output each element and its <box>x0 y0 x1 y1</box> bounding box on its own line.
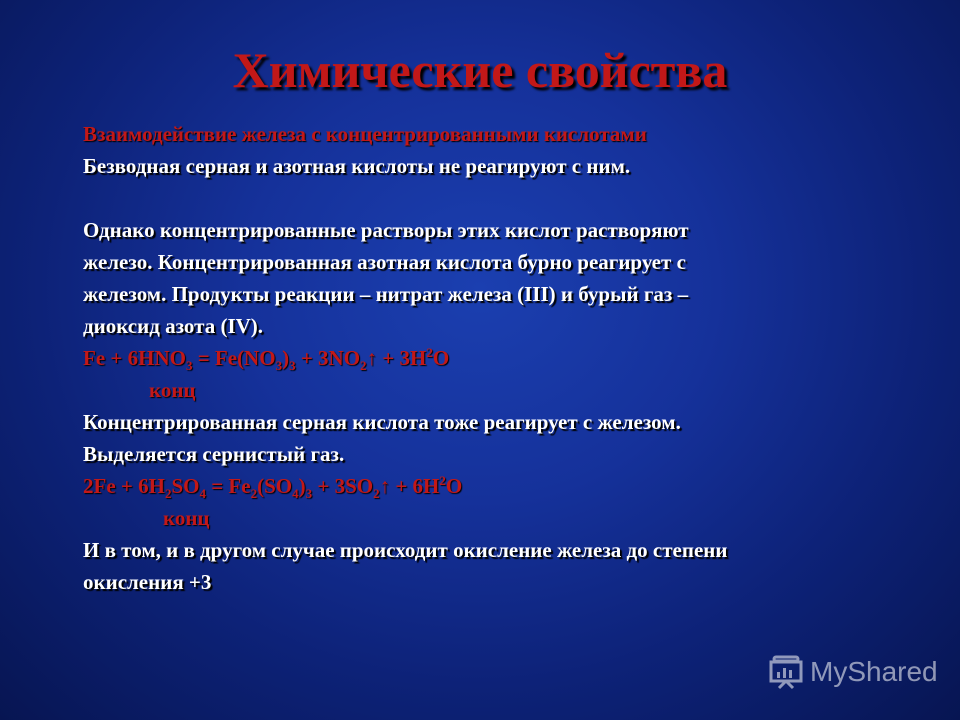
eq2-part: (SO <box>257 474 293 498</box>
slide-title: Химические свойства <box>232 42 728 98</box>
eq1-subscript: 3 <box>185 358 193 373</box>
eq2-part: 2Fe + 6H <box>83 474 165 498</box>
watermark-label: MyShared <box>810 656 938 687</box>
text-line-7: Выделяется сернистый газ. <box>83 442 345 466</box>
eq2-part: = Fe <box>205 474 251 498</box>
eq2-part: + 3SO <box>312 474 374 498</box>
eq1-superscript: 2 <box>426 345 433 360</box>
eq1-part: Fe + 6HNO <box>83 346 186 370</box>
eq1-condition-label: конц <box>149 378 196 402</box>
eq2-subscript: 2 <box>250 486 258 501</box>
text-line-6: Концентрированная серная кислота тоже реагирует с железом. <box>83 410 681 434</box>
text-line-9: окисления +3 <box>83 570 212 594</box>
eq2-part: ↑ + 6H <box>379 474 440 498</box>
equation-nitric-acid <box>83 342 449 374</box>
eq2-superscript: 2 <box>439 473 446 488</box>
text-line-4: железом. Продукты реакции – нитрат железа (III) и бурый газ – <box>83 282 689 306</box>
eq2-subscript: 2 <box>373 486 380 501</box>
eq2-part: O <box>445 474 463 498</box>
eq1-part: O <box>432 346 450 370</box>
eq2-subscript: 3 <box>305 486 313 501</box>
eq1-part: ↑ + 3H <box>366 346 427 370</box>
watermark <box>768 654 938 690</box>
text-line-5: диоксид азота (IV). <box>83 314 264 338</box>
eq2-condition-label: конц <box>163 506 210 530</box>
eq1-part: = Fe(NO <box>192 346 276 370</box>
eq2-part: SO <box>171 474 200 498</box>
eq2-part: ) <box>298 474 306 498</box>
eq1-subscript: 2 <box>360 358 367 373</box>
text-line-8: И в том, и в другом случае происходит окисление железа до степени <box>83 538 728 562</box>
eq1-part: + 3NO <box>295 346 361 370</box>
text-line-3: железо. Концентрированная азотная кислота бурно реагирует с <box>83 250 686 274</box>
eq1-subscript: 3 <box>275 358 283 373</box>
eq2-subscript: 2 <box>164 486 172 501</box>
equation-sulfuric-acid <box>83 470 462 502</box>
subheading: Взаимодействие железа с концентрированными кислотами <box>83 122 647 146</box>
eq1-part: ) <box>282 346 290 370</box>
text-line-2: Однако концентрированные растворы этих кислот растворяют <box>83 218 689 242</box>
text-line-1: Безводная серная и азотная кислоты не реагируют с ним. <box>83 154 631 178</box>
eq2-subscript: 4 <box>292 486 299 501</box>
eq2-subscript: 4 <box>199 486 206 501</box>
eq1-subscript: 3 <box>289 358 296 373</box>
presentation-board-icon <box>768 654 804 690</box>
